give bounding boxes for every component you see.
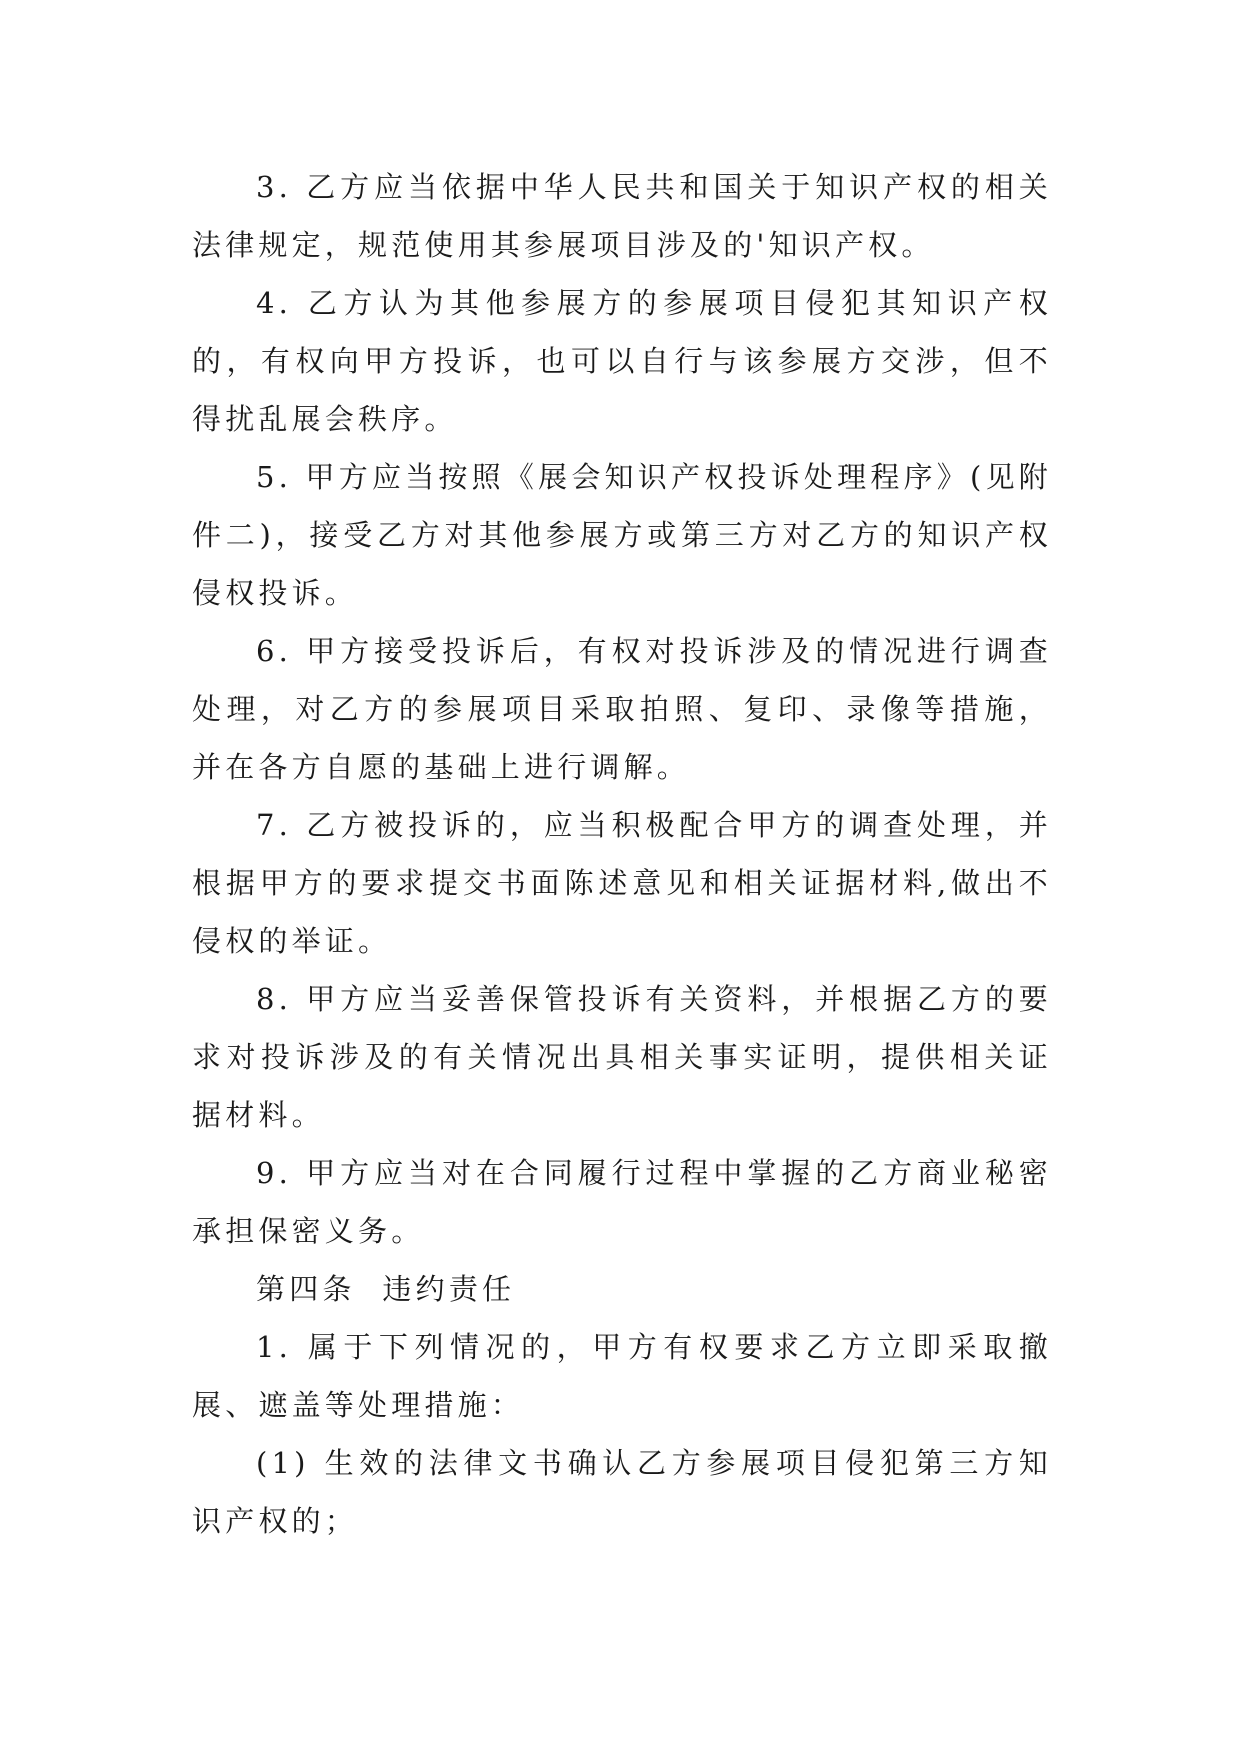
clause-4: 4. 乙方认为其他参展方的参展项目侵犯其知识产权的，有权向甲方投诉，也可以自行与该参展方交涉，但不得扰乱展会秩序。 xyxy=(192,286,1052,436)
clause-3: 3. 乙方应当依据中华人民共和国关于知识产权的相关法律规定，规范使用其参展项目涉及的'知识产权。 xyxy=(192,170,1052,262)
clause-8: 8. 甲方应当妥善保管投诉有关资料，并根据乙方的要求对投诉涉及的有关情况出具相关事实证明，提供相关证据材料。 xyxy=(192,982,1052,1132)
breach-item-1: (1) 生效的法律文书确认乙方参展项目侵犯第三方知识产权的； xyxy=(192,1446,1052,1538)
section-heading: 第四条 违约责任 xyxy=(256,1272,516,1306)
clause-5: 5. 甲方应当按照《展会知识产权投诉处理程序》(见附件二)，接受乙方对其他参展方或第三方对乙方的知识产权侵权投诉。 xyxy=(192,460,1052,610)
clause-6: 6. 甲方接受投诉后，有权对投诉涉及的情况进行调查处理，对乙方的参展项目采取拍照、复印、录像等措施，并在各方自愿的基础上进行调解。 xyxy=(192,634,1052,784)
document-body xyxy=(192,158,1052,1550)
clause-9: 9. 甲方应当对在合同履行过程中掌握的乙方商业秘密承担保密义务。 xyxy=(192,1156,1052,1248)
breach-clause-1: 1. 属于下列情况的，甲方有权要求乙方立即采取撤展、遮盖等处理措施： xyxy=(192,1330,1052,1422)
clause-7: 7. 乙方被投诉的，应当积极配合甲方的调查处理，并根据甲方的要求提交书面陈述意见和相关证据材料,做出不侵权的举证。 xyxy=(192,808,1052,958)
